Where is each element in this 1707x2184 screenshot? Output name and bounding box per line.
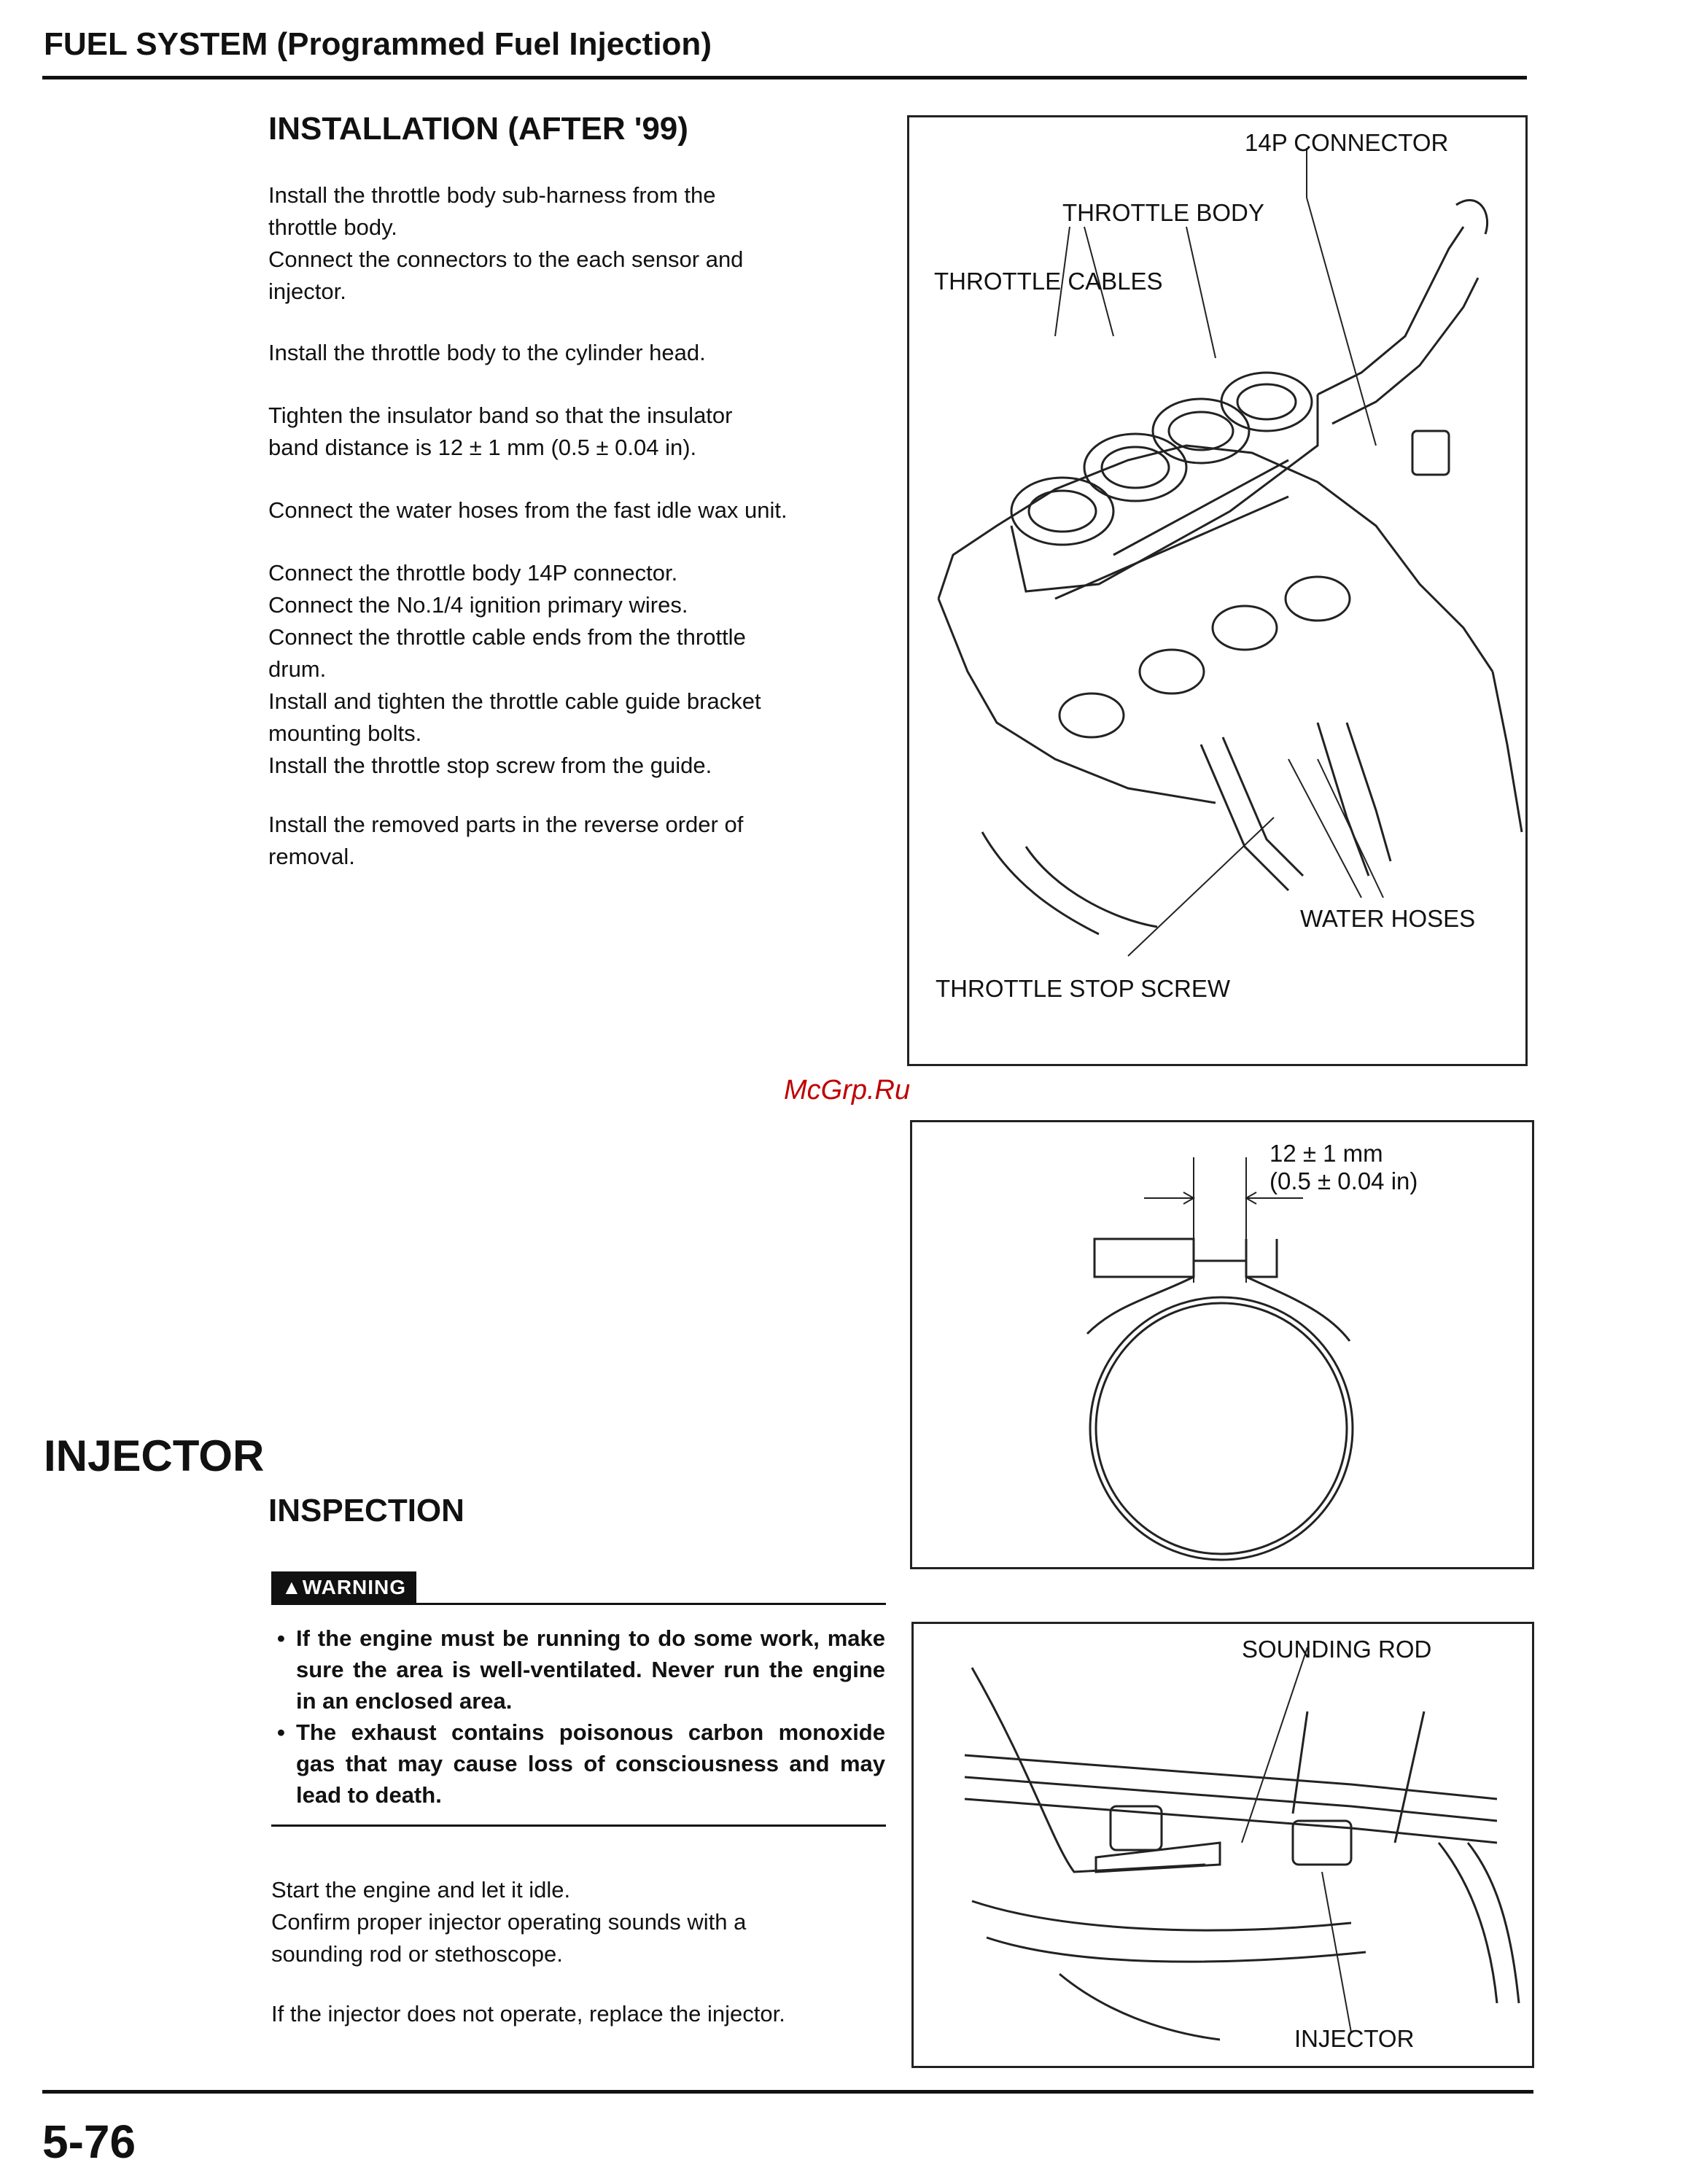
text-line: injector. xyxy=(268,279,346,304)
text-line: Install and tighten the throttle cable guide bracket xyxy=(268,688,761,714)
installation-paragraph-2 xyxy=(268,337,884,369)
text-line: removal. xyxy=(268,844,355,869)
label-14p-connector: 14P CONNECTOR xyxy=(1245,129,1449,156)
installation-paragraph-1 xyxy=(268,179,884,308)
text-line: drum. xyxy=(268,656,327,682)
insulator-band-figure xyxy=(910,1120,1534,1569)
header-divider xyxy=(42,76,1527,79)
inspection-paragraph-1 xyxy=(271,1874,887,1970)
label-throttle-stop-screw: THROTTLE STOP SCREW xyxy=(936,975,1230,1002)
warning-item: • If the engine must be running to do some work, make sure the area is well-ventilated. Never run the engine in an enclosed area. xyxy=(274,1623,885,1717)
text-line: Install the throttle body sub-harness from the xyxy=(268,182,716,208)
warning-top-rule xyxy=(271,1603,886,1605)
warning-item: • The exhaust contains poisonous carbon monoxide gas that may cause loss of consciousness and may lead to death. xyxy=(274,1717,885,1811)
installation-heading: INSTALLATION (AFTER '99) xyxy=(268,111,688,147)
installation-paragraph-4 xyxy=(268,494,884,526)
installation-paragraph-5 xyxy=(268,557,884,782)
label-sounding-rod: SOUNDING ROD xyxy=(1242,1636,1432,1663)
footer-divider xyxy=(42,2090,1533,2094)
text-line: Connect the No.1/4 ignition primary wires. xyxy=(268,592,688,618)
text-line: Install the removed parts in the reverse order of xyxy=(268,812,744,837)
text-line: Tighten the insulator band so that the insulator xyxy=(268,403,733,428)
text-line: sounding rod or stethoscope. xyxy=(271,1941,563,1967)
text-line: Connect the throttle cable ends from the throttle xyxy=(268,624,746,650)
warning-badge: ▲WARNING xyxy=(271,1571,416,1604)
band-distance-dimension xyxy=(1269,1140,1418,1195)
text-line: Start the engine and let it idle. xyxy=(271,1877,571,1903)
text-line: Connect the water hoses from the fast idle wax unit. xyxy=(268,497,788,523)
inspection-paragraph-2 xyxy=(271,1998,887,2030)
warning-list xyxy=(274,1623,885,1811)
text-line: Connect the connectors to the each sensor and xyxy=(268,246,744,272)
page-number: 5-76 xyxy=(42,2115,136,2168)
watermark: McGrp.Ru xyxy=(784,1075,911,1105)
insulator-band-illustration xyxy=(912,1122,1532,1567)
text-line: band distance is 12 ± 1 mm (0.5 ± 0.04 in). xyxy=(268,435,697,460)
installation-paragraph-3 xyxy=(268,400,884,464)
dimension-metric: 12 ± 1 mm xyxy=(1269,1140,1383,1167)
sounding-rod-illustration xyxy=(914,1624,1532,2066)
dimension-imperial: (0.5 ± 0.04 in) xyxy=(1269,1167,1418,1194)
text-line: Install the throttle stop screw from the guide. xyxy=(268,753,712,778)
text-line: mounting bolts. xyxy=(268,720,422,746)
inspection-heading: INSPECTION xyxy=(268,1493,464,1528)
text-line: Confirm proper injector operating sounds with a xyxy=(271,1909,747,1935)
throttle-body-figure xyxy=(907,115,1528,1066)
label-throttle-cables: THROTTLE CABLES xyxy=(934,268,1163,295)
warning-bottom-rule xyxy=(271,1824,886,1827)
text-line: Connect the throttle body 14P connector. xyxy=(268,560,678,586)
installation-paragraph-6 xyxy=(268,809,884,873)
text-line: throttle body. xyxy=(268,214,397,240)
label-throttle-body: THROTTLE BODY xyxy=(1062,199,1264,226)
page-header-title: FUEL SYSTEM (Programmed Fuel Injection) xyxy=(44,26,712,62)
sounding-rod-figure xyxy=(911,1622,1534,2068)
label-water-hoses: WATER HOSES xyxy=(1300,905,1476,932)
label-injector: INJECTOR xyxy=(1294,2025,1415,2052)
text-line: If the injector does not operate, replace the injector. xyxy=(271,2001,785,2026)
injector-heading: INJECTOR xyxy=(44,1431,265,1480)
text-line: Install the throttle body to the cylinder head. xyxy=(268,340,706,365)
